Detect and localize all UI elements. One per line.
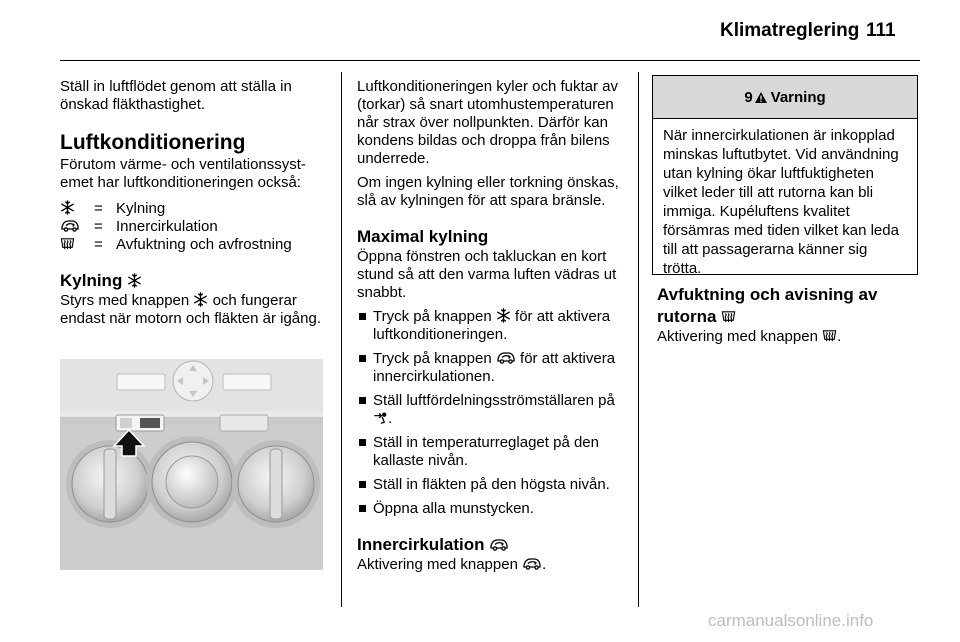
warning-box — [652, 75, 918, 275]
section-heading-max-cooling: Maximal kylning — [357, 227, 489, 246]
ac-description-paragraph: Luftkonditioneringen kyler och fuktar av (torkar) så snart utomhustemperaturen når strax över nollpunkten. Därför kan kondens bildas och droppa från bilens underrede. — [357, 78, 618, 167]
list-item: Ställ in fläkten på den högsta nivån. — [357, 476, 627, 494]
fuel-saving-paragraph: Om ingen kylning eller torkning önskas, slå av kylningen för att spara bränsle. — [357, 174, 619, 209]
snowflake-icon — [496, 308, 511, 323]
recirculation-icon — [489, 537, 509, 552]
vent-airflow-icon — [373, 410, 388, 425]
list-item: Öppna alla munstycken. — [357, 500, 627, 518]
snowflake-icon — [127, 273, 142, 288]
warning-title: Varning — [770, 88, 826, 106]
header-rule — [60, 60, 920, 61]
defrost-icon — [822, 328, 837, 343]
warning-header — [653, 76, 917, 119]
list-item: Tryck på knappen för att aktivera luftkonditioneringen. — [357, 308, 627, 344]
recirculation-icon — [496, 350, 516, 365]
symbol-definition-list — [60, 200, 328, 254]
column-3 — [657, 284, 919, 346]
defrost-icon — [721, 309, 736, 324]
recirculation-icon — [60, 218, 80, 233]
list-item: Ställ luftfördelningsströmställaren på . — [357, 392, 627, 428]
column-2 — [357, 78, 627, 574]
column-1 — [60, 78, 328, 328]
definition-row-defrost: = Avfuktning och avfrostning — [60, 236, 328, 254]
warning-text: När innercirkulationen är inkopplad minskas luftutbytet. Vid användning utan kylning ökar luftfuktigheten vilket leder till att rutorna kan bli immiga. Kupéluftens kvalitet försämras med tiden vilket kan leda till att passagerarna känner sig trötta. — [663, 127, 899, 277]
definition-row-cooling: = Kylning — [60, 200, 328, 218]
section-heading-ac: Luftkonditionering — [60, 131, 246, 154]
list-item: Tryck på knappen för att aktivera innercirkulationen. — [357, 350, 627, 386]
section-heading-cooling: Kylning — [60, 270, 328, 292]
cooling-paragraph: Styrs med knappen och fungerar endast när motorn och fläkten är igång. — [60, 292, 321, 327]
max-cooling-intro: Öppna fönstren och takluckan en kort stund så att den varma luften vädras ut snabbt. — [357, 248, 617, 301]
defrost-paragraph: Aktivering med knappen . — [657, 328, 842, 345]
column-divider-1 — [341, 72, 342, 607]
defrost-icon — [60, 236, 75, 251]
watermark: carmanualsonline.info — [708, 611, 874, 630]
page-title: Klimatreglering — [720, 20, 860, 41]
intro-paragraph: Ställ in luftflödet genom att ställa in önskad fläkthastighet. — [60, 78, 292, 113]
snowflake-icon — [60, 200, 75, 215]
warning-number: 9 — [744, 88, 753, 106]
climate-control-panel-photo — [60, 359, 323, 570]
max-cooling-steps — [357, 308, 627, 518]
list-item: Ställ in temperaturreglaget på den kallaste nivån. — [357, 434, 627, 470]
column-divider-2 — [638, 72, 639, 607]
warning-triangle-icon — [754, 91, 768, 104]
recirculation-paragraph: Aktivering med knappen . — [357, 556, 547, 573]
ac-paragraph: Förutom värme- och ventilationssystemet har luftkonditioneringen också: — [60, 156, 306, 191]
section-heading-defrost: Avfuktning och avisning av rutorna — [657, 285, 878, 326]
section-heading-recirculation: Innercirkulation — [357, 534, 627, 556]
recirculation-icon — [522, 556, 542, 571]
snowflake-icon — [193, 292, 208, 307]
definition-row-recirculation: = Innercirkulation — [60, 218, 328, 236]
page-number: 111 — [866, 20, 896, 41]
